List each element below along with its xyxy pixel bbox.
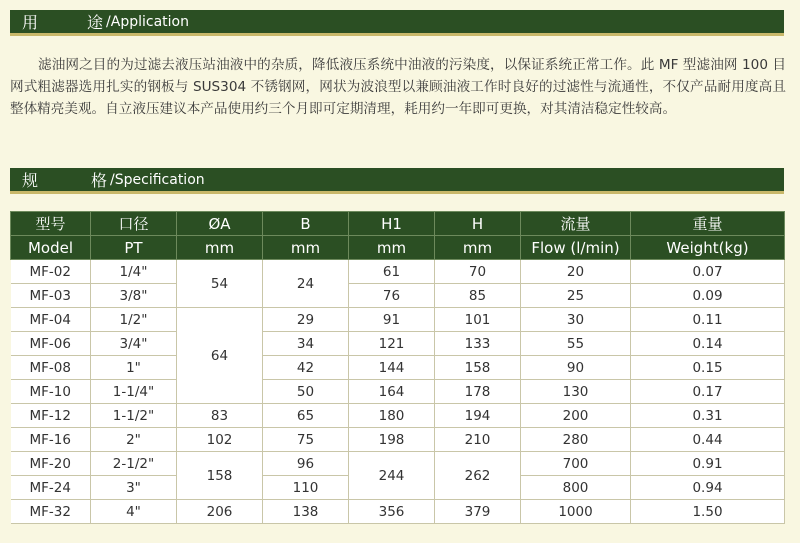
cell-model: MF-03 — [11, 284, 91, 308]
cell-a: 158 — [177, 452, 263, 500]
cell-model: MF-06 — [11, 332, 91, 356]
cell-weight: 0.15 — [631, 356, 785, 380]
specification-title-char-2: 格 — [91, 171, 109, 190]
header-h1-en: mm — [349, 236, 435, 260]
cell-weight: 0.14 — [631, 332, 785, 356]
header-h1-cn: H1 — [349, 212, 435, 236]
table-row — [11, 428, 785, 452]
cell-weight: 0.09 — [631, 284, 785, 308]
header-flow-en: Flow (l/min) — [521, 236, 631, 260]
cell-model: MF-20 — [11, 452, 91, 476]
cell-model: MF-08 — [11, 356, 91, 380]
cell-h1: 144 — [349, 356, 435, 380]
cell-b: 24 — [263, 260, 349, 308]
cell-flow: 800 — [521, 476, 631, 500]
header-pt-en: PT — [91, 236, 177, 260]
cell-b: 110 — [263, 476, 349, 500]
cell-h1: 244 — [349, 452, 435, 500]
cell-h: 194 — [435, 404, 521, 428]
cell-h: 210 — [435, 428, 521, 452]
header-h-en: mm — [435, 236, 521, 260]
cell-b: 42 — [263, 356, 349, 380]
header-pt-cn: 口径 — [91, 212, 177, 236]
cell-pt: 3/8" — [91, 284, 177, 308]
cell-h1: 121 — [349, 332, 435, 356]
cell-pt: 1-1/4" — [91, 380, 177, 404]
table-row — [11, 500, 785, 524]
cell-model: MF-04 — [11, 308, 91, 332]
cell-a: 102 — [177, 428, 263, 452]
cell-h1: 76 — [349, 284, 435, 308]
cell-flow: 700 — [521, 452, 631, 476]
cell-a: 83 — [177, 404, 263, 428]
cell-weight: 0.07 — [631, 260, 785, 284]
cell-pt: 1-1/2" — [91, 404, 177, 428]
cell-pt: 3" — [91, 476, 177, 500]
cell-h1: 91 — [349, 308, 435, 332]
cell-b: 75 — [263, 428, 349, 452]
cell-a: 54 — [177, 260, 263, 308]
cell-h: 158 — [435, 356, 521, 380]
cell-pt: 1/2" — [91, 308, 177, 332]
header-weight-cn: 重量 — [631, 212, 785, 236]
table-row — [11, 452, 785, 476]
application-section-header — [10, 10, 784, 36]
header-model-cn: 型号 — [11, 212, 91, 236]
specification-title-char-1: 规 — [22, 171, 40, 190]
specification-section-header — [10, 168, 784, 194]
cell-h: 85 — [435, 284, 521, 308]
cell-h1: 356 — [349, 500, 435, 524]
cell-h: 262 — [435, 452, 521, 500]
cell-weight: 0.11 — [631, 308, 785, 332]
header-weight-en: Weight(kg) — [631, 236, 785, 260]
cell-model: MF-24 — [11, 476, 91, 500]
cell-flow: 55 — [521, 332, 631, 356]
cell-model: MF-02 — [11, 260, 91, 284]
cell-flow: 1000 — [521, 500, 631, 524]
cell-weight: 0.91 — [631, 452, 785, 476]
application-title-char-2: 途 — [87, 13, 105, 32]
cell-h: 70 — [435, 260, 521, 284]
application-title-char-1: 用 — [22, 13, 40, 32]
cell-b: 65 — [263, 404, 349, 428]
cell-flow: 20 — [521, 260, 631, 284]
specification-table — [10, 211, 785, 524]
table-row — [11, 308, 785, 332]
cell-h: 101 — [435, 308, 521, 332]
cell-a: 64 — [177, 308, 263, 404]
table-row — [11, 284, 785, 308]
cell-h1: 61 — [349, 260, 435, 284]
cell-b: 50 — [263, 380, 349, 404]
header-a-cn: ØA — [177, 212, 263, 236]
cell-pt: 3/4" — [91, 332, 177, 356]
cell-a: 206 — [177, 500, 263, 524]
cell-pt: 2-1/2" — [91, 452, 177, 476]
cell-h1: 180 — [349, 404, 435, 428]
cell-b: 138 — [263, 500, 349, 524]
header-a-en: mm — [177, 236, 263, 260]
table-row — [11, 260, 785, 284]
table-row — [11, 404, 785, 428]
table-row — [11, 356, 785, 380]
header-b-cn: B — [263, 212, 349, 236]
table-row — [11, 380, 785, 404]
header-b-en: mm — [263, 236, 349, 260]
cell-pt: 2" — [91, 428, 177, 452]
cell-weight: 0.44 — [631, 428, 785, 452]
cell-flow: 200 — [521, 404, 631, 428]
cell-flow: 25 — [521, 284, 631, 308]
header-model-en: Model — [11, 236, 91, 260]
header-h-cn: H — [435, 212, 521, 236]
specification-title-en: /Specification — [110, 171, 205, 188]
cell-model: MF-32 — [11, 500, 91, 524]
cell-model: MF-12 — [11, 404, 91, 428]
cell-h1: 198 — [349, 428, 435, 452]
cell-pt: 4" — [91, 500, 177, 524]
cell-flow: 280 — [521, 428, 631, 452]
application-title-en: /Application — [106, 13, 189, 30]
table-row — [11, 332, 785, 356]
cell-weight: 0.31 — [631, 404, 785, 428]
cell-model: MF-10 — [11, 380, 91, 404]
cell-flow: 90 — [521, 356, 631, 380]
cell-b: 34 — [263, 332, 349, 356]
header-row-cn — [11, 212, 785, 236]
header-row-en — [11, 236, 785, 260]
cell-h1: 164 — [349, 380, 435, 404]
cell-pt: 1/4" — [91, 260, 177, 284]
cell-b: 29 — [263, 308, 349, 332]
cell-weight: 0.17 — [631, 380, 785, 404]
cell-flow: 130 — [521, 380, 631, 404]
cell-flow: 30 — [521, 308, 631, 332]
header-flow-cn: 流量 — [521, 212, 631, 236]
cell-weight: 0.94 — [631, 476, 785, 500]
cell-h: 178 — [435, 380, 521, 404]
cell-h: 133 — [435, 332, 521, 356]
application-description: 滤油网之目的为过滤去液压站油液中的杂质，降低液压系统中油液的污染度，以保证系统正常工作。此 MF 型滤油网 100 目网式粗滤器选用扎实的钢板与 SUS304 不锈钢网，网状为波浪型以兼顾油液工作时良好的过滤性与流通性，不仅产品耐用度高且整体精亮美观。自立液压建议本产品使用约三个月即可定期清理，耗用约一年即可更换，对其清洁稳定性较高。 — [10, 57, 786, 117]
cell-model: MF-16 — [11, 428, 91, 452]
cell-pt: 1" — [91, 356, 177, 380]
cell-h: 379 — [435, 500, 521, 524]
cell-weight: 1.50 — [631, 500, 785, 524]
cell-b: 96 — [263, 452, 349, 476]
